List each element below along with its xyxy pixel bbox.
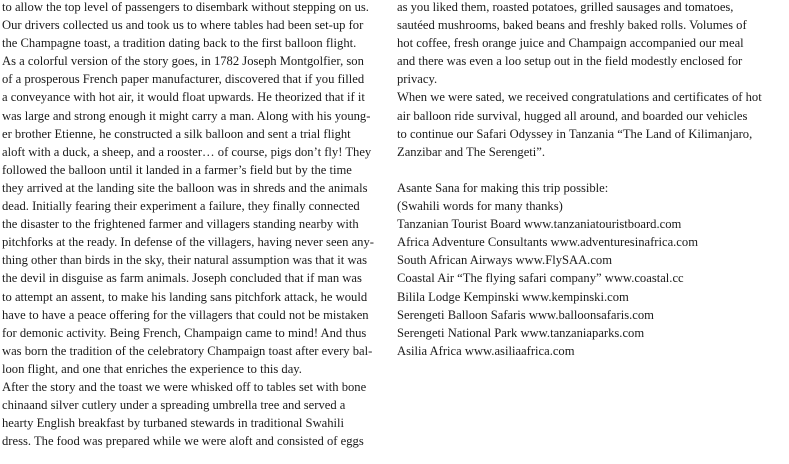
text-line: air balloon ride survival, hugged all around, and boarded our vehicles — [397, 108, 748, 123]
text-line: they arrived at the landing site the balloon was in shreds and the animals — [2, 180, 368, 195]
text-line: the Champagne toast, a tradition dating back to the first balloon flight. — [2, 36, 357, 51]
text-line: thing other than birds in the sky, their natural assumption was that it was — [2, 253, 368, 268]
credit-line: Africa Adventure Consultants www.adventuresinafrica.com — [397, 235, 698, 250]
text-line: to allow the top level of passengers to disembark without stepping on us. — [2, 0, 369, 14]
text-line: loon flight, and one that enriches the experience to this day. — [2, 361, 302, 376]
text-line: have to have a peace offering for the villagers that could not be mistaken — [2, 307, 369, 322]
text-line: privacy. — [397, 72, 438, 87]
left-column-text — [2, 0, 384, 450]
text-line: followed the balloon until it landed in a farmer’s field but by the time — [2, 162, 352, 177]
text-line: was large and strong enough it might carry a man. Along with his young- — [2, 108, 371, 123]
text-line: a conveyance with hot air, it would float upwards. He theorized that if it — [2, 90, 365, 105]
text-line: was born the tradition of the celebratory Champaign toast after every bal- — [2, 343, 373, 358]
text-line: aloft with a duck, a sheep, and a rooster… of course, pigs don’t fly! They — [2, 144, 372, 159]
text-line: dress. The food was prepared while we were aloft and consisted of eggs — [2, 434, 364, 449]
credit-line: Tanzanian Tourist Board www.tanzaniatouristboard.com — [397, 217, 682, 232]
text-line: sautéed mushrooms, baked beans and freshly baked rolls. Volumes of — [397, 18, 747, 33]
text-line: pitchforks at the ready. In defense of the villagers, having never seen any- — [2, 235, 374, 250]
thanks-note: (Swahili words for many thanks) — [397, 199, 563, 214]
text-line: Our drivers collected us and took us to where tables had been set-up for — [2, 18, 364, 33]
text-line: After the story and the toast we were whisked off to tables set with bone — [2, 379, 367, 394]
text-line: as you liked them, roasted potatoes, grilled sausages and tomatoes, — [397, 0, 734, 14]
credit-line: Asilia Africa www.asiliaafrica.com — [397, 343, 575, 358]
text-line: and there was even a loo setup out in the field modestly enclosed for — [397, 54, 743, 69]
text-line: As a colorful version of the story goes, in 1782 Joseph Montgolfier, son — [2, 54, 364, 69]
text-line: the disaster to the frightened farmer and villagers standing nearby with — [2, 217, 359, 232]
text-line: for demonic activity. Being French, Champaign came to mind! And thus — [2, 325, 367, 340]
thanks-heading: Asante Sana for making this trip possible: — [397, 180, 609, 195]
text-line: er brother Etienne, he constructed a silk balloon and sent a trial flight — [2, 126, 351, 141]
credit-line: Serengeti National Park www.tanzaniaparks.com — [397, 325, 645, 340]
text-line: chinaand silver cutlery under a spreading umbrella tree and served a — [2, 398, 346, 413]
text-line: of a prosperous French paper manufacturer, discovered that if you filled — [2, 72, 365, 87]
credit-line: Serengeti Balloon Safaris www.balloonsafaris.com — [397, 307, 654, 322]
text-line: to continue our Safari Odyssey in Tanzania “The Land of Kilimanjaro, — [397, 126, 753, 141]
text-line: hearty English breakfast by turbaned stewards in traditional Swahili — [2, 416, 345, 431]
text-line: to attempt an assent, to make his landing sans pitchfork attack, he would — [2, 289, 368, 304]
paragraph-spacer — [397, 161, 787, 179]
text-line: hot coffee, fresh orange juice and Champaign accompanied our meal — [397, 36, 744, 51]
text-line: When we were sated, we received congratulations and certificates of hot — [397, 90, 762, 105]
text-line: the devil in disguise as farm animals. Joseph concluded that if man was — [2, 271, 362, 286]
credit-line: South African Airways www.FlySAA.com — [397, 253, 613, 268]
credit-line: Bilila Lodge Kempinski www.kempinski.com — [397, 289, 629, 304]
text-line: dead. Initially fearing their experiment a failure, they finally connected — [2, 199, 360, 214]
credit-line: Coastal Air “The flying safari company” www.coastal.cc — [397, 271, 684, 286]
text-line: Zanzibar and The Serengeti”. — [397, 144, 546, 159]
right-column-text — [397, 0, 787, 360]
